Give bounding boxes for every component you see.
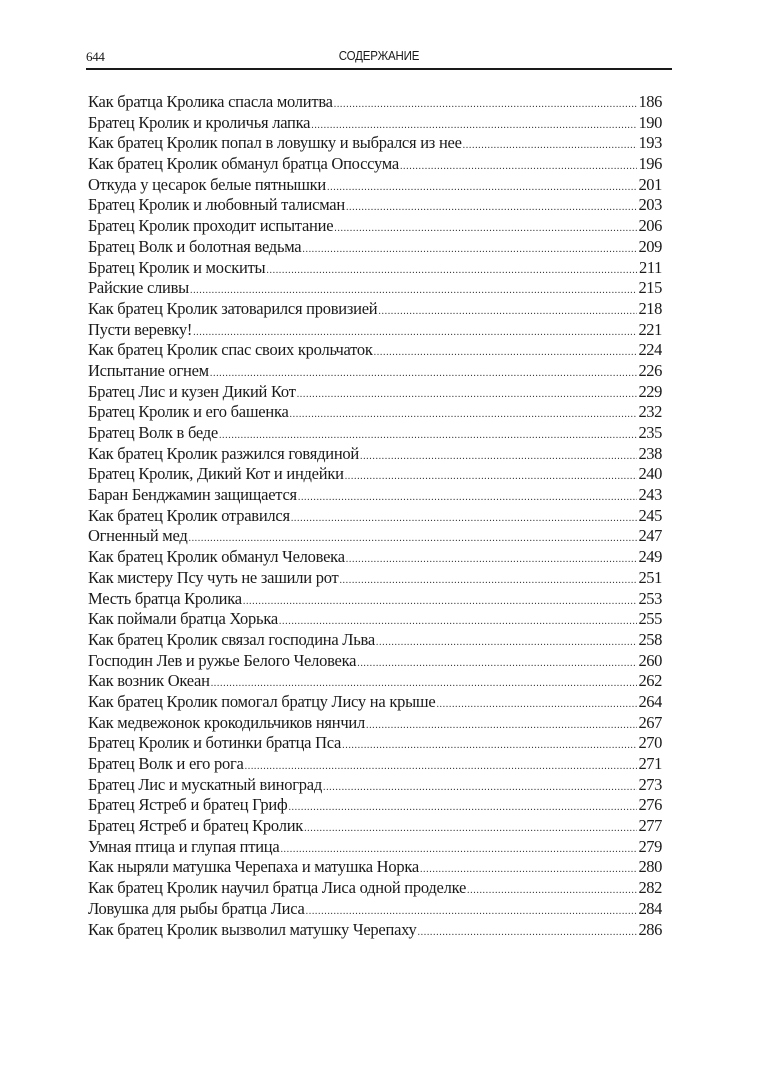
dot-leader xyxy=(211,674,638,692)
dot-leader xyxy=(376,633,638,651)
toc-entry xyxy=(88,568,662,589)
toc-entry xyxy=(88,754,662,775)
toc-entry xyxy=(88,878,662,899)
toc-entry-title: Как братец Кролик затоварился провизией xyxy=(88,298,378,318)
dot-leader xyxy=(190,281,637,299)
toc-entry-page: 282 xyxy=(638,878,662,898)
dot-leader xyxy=(346,550,638,568)
toc-entry-page: 211 xyxy=(639,257,662,277)
dot-leader xyxy=(302,240,637,258)
dot-leader xyxy=(327,178,637,196)
toc-entry xyxy=(88,795,662,816)
toc-entry-page: 284 xyxy=(638,898,662,918)
dot-leader xyxy=(339,571,637,589)
toc-entry-title: Братец Кролик и кроличья лапка xyxy=(88,112,311,132)
toc-entry-title: Как поймали братца Хорька xyxy=(88,609,278,629)
dot-leader xyxy=(334,95,638,113)
toc-entry-title: Братец Кролик и его башенка xyxy=(88,402,289,422)
dot-leader xyxy=(288,798,637,816)
toc-entry xyxy=(88,382,662,403)
toc-entry xyxy=(88,195,662,216)
toc-entry-page: 224 xyxy=(638,340,662,360)
toc-entry-page: 186 xyxy=(638,92,662,111)
toc-entry-title: Как братец Кролик попал в ловушку и выбрался из нее xyxy=(88,133,462,153)
toc-entry-page: 206 xyxy=(638,216,662,236)
toc-entry-title: Как братца Кролика спасла молитва xyxy=(88,92,333,111)
toc-entry xyxy=(88,630,662,651)
dot-leader xyxy=(280,840,637,858)
toc-entry xyxy=(88,837,662,858)
dot-leader xyxy=(400,157,638,175)
toc-entry-page: 279 xyxy=(638,836,662,856)
toc-entry-page: 270 xyxy=(638,733,662,753)
toc-entry-page: 267 xyxy=(638,712,662,732)
toc-entry-title: Как медвежонок крокодильчиков нянчил xyxy=(88,712,365,732)
table-of-contents xyxy=(86,92,662,940)
toc-entry-title: Райские сливы xyxy=(88,278,189,298)
toc-entry-title: Месть братца Кролика xyxy=(88,588,242,608)
toc-entry-page: 271 xyxy=(638,754,662,773)
dot-leader xyxy=(346,198,638,216)
dot-leader xyxy=(323,778,637,796)
toc-entry xyxy=(88,899,662,920)
toc-entry xyxy=(88,402,662,423)
dot-leader xyxy=(291,509,638,527)
dot-leader xyxy=(463,136,638,154)
dot-leader xyxy=(210,364,638,382)
toc-entry xyxy=(88,423,662,444)
toc-entry-page: 232 xyxy=(638,402,662,422)
toc-entry xyxy=(88,340,662,361)
toc-entry-title: Пусти веревку! xyxy=(88,319,193,339)
toc-entry xyxy=(88,651,662,672)
toc-entry-page: 193 xyxy=(638,133,662,153)
toc-entry-title: Как мистеру Псу чуть не зашили рот xyxy=(88,567,339,587)
toc-entry-title: Братец Кролик и москиты xyxy=(88,257,266,277)
toc-entry-title: Как братец Кролик обманул братца Опоссума xyxy=(88,154,399,174)
toc-entry xyxy=(88,713,662,734)
toc-entry xyxy=(88,320,662,341)
toc-entry-page: 253 xyxy=(638,588,662,608)
toc-entry xyxy=(88,278,662,299)
header-rule xyxy=(86,68,672,70)
dot-leader xyxy=(304,819,637,837)
toc-entry-page: 249 xyxy=(638,547,662,567)
toc-entry-title: Братец Кролик и любовный талисман xyxy=(88,195,345,215)
toc-entry-title: Баран Бенджамин защищается xyxy=(88,485,297,505)
toc-entry-title: Братец Лис и кузен Дикий Кот xyxy=(88,381,296,401)
toc-entry xyxy=(88,154,662,175)
toc-entry-page: 226 xyxy=(638,360,662,380)
toc-entry-page: 229 xyxy=(638,381,662,401)
dot-leader xyxy=(243,592,638,610)
toc-entry xyxy=(88,258,662,279)
dot-leader xyxy=(436,695,637,713)
toc-entry-page: 262 xyxy=(638,671,662,691)
toc-entry-title: Братец Ястреб и братец Кролик xyxy=(88,816,304,836)
toc-entry-title: Братец Волк и болотная ведьма xyxy=(88,236,302,256)
toc-entry-title: Как братец Кролик разжился говядиной xyxy=(88,443,359,463)
toc-entry-title: Как братец Кролик обманул Человека xyxy=(88,547,345,567)
toc-entry-title: Братец Кролик проходит испытание xyxy=(88,216,334,236)
dot-leader xyxy=(420,860,637,878)
dot-leader xyxy=(311,116,637,134)
dot-leader xyxy=(290,405,638,423)
toc-entry xyxy=(88,113,662,134)
dot-leader xyxy=(193,323,637,341)
toc-entry xyxy=(88,237,662,258)
toc-entry-title: Братец Ястреб и братец Гриф xyxy=(88,795,288,815)
toc-entry-page: 258 xyxy=(638,629,662,649)
toc-entry-page: 280 xyxy=(638,857,662,877)
toc-entry-page: 235 xyxy=(638,423,662,442)
dot-leader xyxy=(279,612,638,630)
dot-leader xyxy=(342,736,637,754)
toc-entry-page: 247 xyxy=(638,526,662,546)
dot-leader xyxy=(245,757,638,775)
toc-entry xyxy=(88,609,662,630)
toc-entry-page: 209 xyxy=(638,236,662,256)
toc-entry-title: Огненный мед xyxy=(88,526,188,546)
toc-entry xyxy=(88,133,662,154)
toc-entry xyxy=(88,775,662,796)
toc-entry-page: 255 xyxy=(638,609,662,629)
toc-entry-page: 277 xyxy=(638,816,662,836)
toc-entry-page: 286 xyxy=(638,919,662,939)
toc-entry-title: Как ныряли матушка Черепаха и матушка Норка xyxy=(88,857,419,877)
dot-leader xyxy=(334,219,637,237)
dot-leader xyxy=(374,343,638,361)
dot-leader xyxy=(219,426,637,444)
toc-entry xyxy=(88,857,662,878)
dot-leader xyxy=(418,923,638,941)
dot-leader xyxy=(360,447,637,465)
dot-leader xyxy=(467,881,637,899)
toc-entry xyxy=(88,692,662,713)
toc-entry-page: 243 xyxy=(638,485,662,505)
toc-entry xyxy=(88,216,662,237)
toc-entry-title: Господин Лев и ружье Белого Человека xyxy=(88,650,357,670)
book-page xyxy=(86,47,672,940)
toc-entry-page: 251 xyxy=(638,567,662,587)
toc-entry-page: 264 xyxy=(638,691,662,711)
toc-entry xyxy=(88,175,662,196)
toc-entry-page: 190 xyxy=(638,112,662,132)
toc-entry-page: 240 xyxy=(638,464,662,484)
toc-entry xyxy=(88,920,662,941)
dot-leader xyxy=(357,654,637,672)
toc-entry xyxy=(88,444,662,465)
toc-entry-title: Братец Лис и мускатный виноград xyxy=(88,774,322,794)
toc-entry-page: 260 xyxy=(638,650,662,670)
toc-entry-title: Братец Кролик, Дикий Кот и индейки xyxy=(88,464,344,484)
toc-entry xyxy=(88,671,662,692)
toc-entry xyxy=(88,299,662,320)
toc-entry-title: Ловушка для рыбы братца Лиса xyxy=(88,898,305,918)
toc-entry-page: 215 xyxy=(638,278,662,298)
toc-entry-title: Братец Волк и его рога xyxy=(88,754,244,773)
toc-entry-page: 203 xyxy=(638,195,662,215)
toc-entry-title: Как братец Кролик отравился xyxy=(88,505,290,525)
dot-leader xyxy=(188,529,637,547)
dot-leader xyxy=(298,488,638,506)
toc-entry-page: 273 xyxy=(638,774,662,794)
toc-entry-title: Откуда у цесарок белые пятнышки xyxy=(88,174,327,194)
dot-leader xyxy=(366,716,637,734)
dot-leader xyxy=(297,385,638,403)
toc-entry-page: 276 xyxy=(638,795,662,815)
toc-entry-page: 201 xyxy=(638,174,662,194)
dot-leader xyxy=(345,467,638,485)
toc-entry-page: 245 xyxy=(638,505,662,525)
toc-entry-title: Как братец Кролик спас своих крольчаток xyxy=(88,340,373,360)
toc-entry-page: 221 xyxy=(638,319,662,339)
toc-entry xyxy=(88,526,662,547)
toc-entry-title: Как братец Кролик помогал братцу Лису на крыше xyxy=(88,691,436,711)
toc-entry xyxy=(88,506,662,527)
toc-entry xyxy=(88,547,662,568)
toc-entry-title: Братец Волк в беде xyxy=(88,423,218,442)
running-head xyxy=(86,47,672,66)
toc-entry xyxy=(88,485,662,506)
toc-entry xyxy=(88,464,662,485)
toc-entry-title: Как братец Кролик вызволил матушку Черепаху xyxy=(88,919,417,939)
toc-entry-title: Братец Кролик и ботинки братца Пса xyxy=(88,733,342,753)
running-title: СОДЕРЖАНИЕ xyxy=(338,49,420,63)
dot-leader xyxy=(306,902,638,920)
toc-entry-title: Как возник Океан xyxy=(88,671,210,691)
toc-entry xyxy=(88,361,662,382)
page-number: 644 xyxy=(86,49,105,64)
toc-entry-page: 196 xyxy=(638,154,662,174)
toc-entry-title: Как братец Кролик связал господина Льва xyxy=(88,629,375,649)
toc-entry-title: Умная птица и глупая птица xyxy=(88,836,280,856)
dot-leader xyxy=(266,261,638,279)
toc-entry-title: Как братец Кролик научил братца Лиса одной проделке xyxy=(88,878,467,898)
toc-entry-page: 218 xyxy=(638,298,662,318)
toc-entry xyxy=(88,589,662,610)
toc-entry-page: 238 xyxy=(638,443,662,463)
dot-leader xyxy=(378,302,637,320)
toc-entry xyxy=(88,816,662,837)
toc-entry xyxy=(88,92,662,113)
toc-entry xyxy=(88,733,662,754)
toc-entry-title: Испытание огнем xyxy=(88,360,209,380)
